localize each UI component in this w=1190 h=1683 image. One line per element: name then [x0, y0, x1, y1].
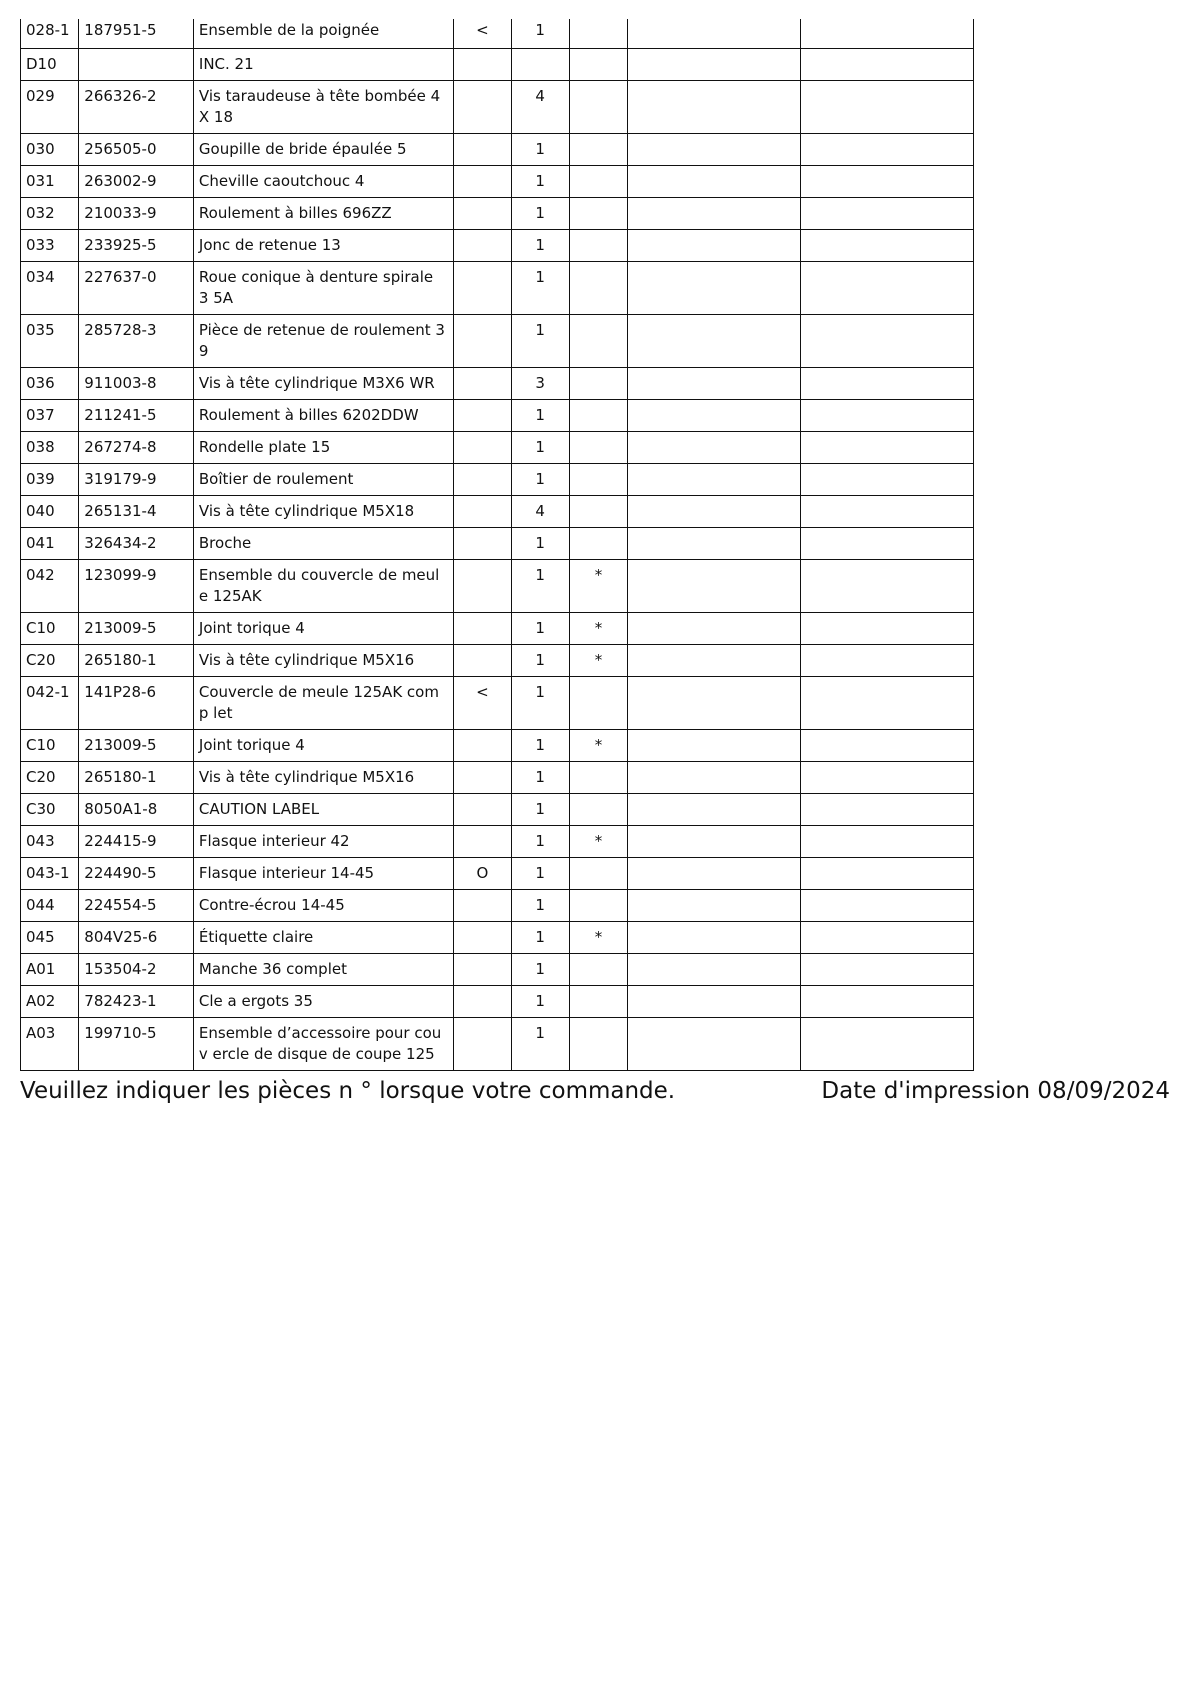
item-number: 040 [21, 496, 79, 528]
item-number: D10 [21, 49, 79, 81]
item-number: 033 [21, 230, 79, 262]
item-number: C10 [21, 613, 79, 645]
item-number: 030 [21, 134, 79, 166]
empty-cell [628, 645, 801, 677]
part-flag: * [569, 826, 627, 858]
empty-cell [628, 496, 801, 528]
empty-cell [628, 613, 801, 645]
item-number: 037 [21, 400, 79, 432]
part-mark [454, 198, 511, 230]
empty-cell [628, 400, 801, 432]
item-number: 031 [21, 166, 79, 198]
part-flag [569, 368, 627, 400]
part-description: Joint torique 4 [193, 613, 453, 645]
table-row [21, 762, 974, 794]
part-quantity: 3 [511, 368, 569, 400]
part-quantity: 1 [511, 677, 569, 730]
part-number: 8050A1-8 [79, 794, 194, 826]
part-number: 213009-5 [79, 613, 194, 645]
part-flag: * [569, 613, 627, 645]
part-flag [569, 794, 627, 826]
empty-cell [801, 315, 974, 368]
empty-cell [628, 794, 801, 826]
empty-cell [801, 890, 974, 922]
part-number: 187951-5 [79, 19, 194, 49]
part-quantity: 1 [511, 954, 569, 986]
part-number: 123099-9 [79, 560, 194, 613]
part-mark [454, 496, 511, 528]
table-row [21, 230, 974, 262]
part-quantity: 1 [511, 1018, 569, 1071]
item-number: 042 [21, 560, 79, 613]
empty-cell [801, 496, 974, 528]
part-description: Ensemble d’accessoire pour couv ercle de disque de coupe 125 [193, 1018, 453, 1071]
empty-cell [628, 677, 801, 730]
item-number: 044 [21, 890, 79, 922]
item-number: C20 [21, 645, 79, 677]
part-quantity: 1 [511, 826, 569, 858]
part-mark [454, 49, 511, 81]
table-row [21, 134, 974, 166]
part-mark [454, 730, 511, 762]
part-mark [454, 1018, 511, 1071]
empty-cell [628, 368, 801, 400]
part-quantity: 1 [511, 166, 569, 198]
part-flag [569, 762, 627, 794]
item-number: 039 [21, 464, 79, 496]
part-quantity: 1 [511, 464, 569, 496]
empty-cell [801, 528, 974, 560]
table-row [21, 528, 974, 560]
part-mark [454, 368, 511, 400]
part-description: Pièce de retenue de roulement 3 9 [193, 315, 453, 368]
empty-cell [628, 432, 801, 464]
item-number: A01 [21, 954, 79, 986]
part-quantity: 1 [511, 890, 569, 922]
table-row [21, 986, 974, 1018]
part-description: Boîtier de roulement [193, 464, 453, 496]
item-number: C30 [21, 794, 79, 826]
part-number: 804V25-6 [79, 922, 194, 954]
empty-cell [801, 730, 974, 762]
part-number: 141P28-6 [79, 677, 194, 730]
table-row [21, 315, 974, 368]
part-description: Broche [193, 528, 453, 560]
table-row [21, 890, 974, 922]
empty-cell [628, 560, 801, 613]
empty-cell [628, 890, 801, 922]
empty-cell [801, 560, 974, 613]
part-number: 265180-1 [79, 645, 194, 677]
part-number [79, 49, 194, 81]
part-description: Goupille de bride épaulée 5 [193, 134, 453, 166]
part-flag: * [569, 560, 627, 613]
part-description: Rondelle plate 15 [193, 432, 453, 464]
part-description: Vis à tête cylindrique M5X16 [193, 645, 453, 677]
part-flag [569, 1018, 627, 1071]
item-number: 029 [21, 81, 79, 134]
table-row [21, 19, 974, 49]
item-number: 035 [21, 315, 79, 368]
part-description: Manche 36 complet [193, 954, 453, 986]
part-description: Vis taraudeuse à tête bombée 4X 18 [193, 81, 453, 134]
part-flag [569, 400, 627, 432]
part-mark [454, 794, 511, 826]
empty-cell [801, 262, 974, 315]
part-description: INC. 21 [193, 49, 453, 81]
part-description: Cheville caoutchouc 4 [193, 166, 453, 198]
empty-cell [801, 400, 974, 432]
part-flag [569, 890, 627, 922]
part-number: 267274-8 [79, 432, 194, 464]
empty-cell [628, 134, 801, 166]
item-number: A02 [21, 986, 79, 1018]
part-quantity: 1 [511, 794, 569, 826]
part-description: Cle a ergots 35 [193, 986, 453, 1018]
part-flag [569, 134, 627, 166]
item-number: 032 [21, 198, 79, 230]
item-number: 038 [21, 432, 79, 464]
part-mark [454, 560, 511, 613]
part-number: 285728-3 [79, 315, 194, 368]
part-description: Vis à tête cylindrique M5X18 [193, 496, 453, 528]
part-mark [454, 986, 511, 1018]
part-quantity: 4 [511, 496, 569, 528]
part-number: 265180-1 [79, 762, 194, 794]
empty-cell [801, 986, 974, 1018]
part-quantity: 4 [511, 81, 569, 134]
empty-cell [628, 315, 801, 368]
part-mark [454, 528, 511, 560]
empty-cell [628, 166, 801, 198]
part-flag [569, 262, 627, 315]
part-mark [454, 166, 511, 198]
part-quantity: 1 [511, 922, 569, 954]
part-number: 263002-9 [79, 166, 194, 198]
item-number: C10 [21, 730, 79, 762]
part-description: Flasque interieur 42 [193, 826, 453, 858]
empty-cell [628, 230, 801, 262]
part-description: Flasque interieur 14-45 [193, 858, 453, 890]
part-mark [454, 134, 511, 166]
table-row [21, 262, 974, 315]
item-number: C20 [21, 762, 79, 794]
part-flag [569, 858, 627, 890]
empty-cell [628, 922, 801, 954]
empty-cell [628, 1018, 801, 1071]
item-number: A03 [21, 1018, 79, 1071]
part-description: Vis à tête cylindrique M5X16 [193, 762, 453, 794]
table-row [21, 922, 974, 954]
part-flag [569, 432, 627, 464]
table-row [21, 1018, 974, 1071]
part-number: 266326-2 [79, 81, 194, 134]
table-row [21, 677, 974, 730]
part-quantity: 1 [511, 858, 569, 890]
part-quantity: 1 [511, 986, 569, 1018]
table-row [21, 81, 974, 134]
part-quantity: 1 [511, 528, 569, 560]
part-number: 227637-0 [79, 262, 194, 315]
part-quantity: 1 [511, 262, 569, 315]
part-quantity: 1 [511, 400, 569, 432]
empty-cell [628, 19, 801, 49]
part-mark: < [454, 677, 511, 730]
part-mark [454, 890, 511, 922]
empty-cell [801, 762, 974, 794]
part-mark [454, 645, 511, 677]
part-description: Roue conique à denture spirale 3 5A [193, 262, 453, 315]
part-flag [569, 496, 627, 528]
empty-cell [628, 954, 801, 986]
empty-cell [801, 432, 974, 464]
item-number: 042-1 [21, 677, 79, 730]
part-number: 224490-5 [79, 858, 194, 890]
part-mark [454, 315, 511, 368]
part-number: 256505-0 [79, 134, 194, 166]
empty-cell [801, 166, 974, 198]
empty-cell [628, 198, 801, 230]
part-mark [454, 762, 511, 794]
part-flag [569, 166, 627, 198]
part-mark [454, 432, 511, 464]
table-row [21, 560, 974, 613]
part-number: 153504-2 [79, 954, 194, 986]
part-quantity: 1 [511, 762, 569, 794]
part-description: Jonc de retenue 13 [193, 230, 453, 262]
item-number: 043 [21, 826, 79, 858]
empty-cell [801, 613, 974, 645]
table-row [21, 49, 974, 81]
item-number: 034 [21, 262, 79, 315]
item-number: 028-1 [21, 19, 79, 49]
part-flag: * [569, 645, 627, 677]
part-number: 911003-8 [79, 368, 194, 400]
part-flag [569, 677, 627, 730]
part-mark [454, 400, 511, 432]
empty-cell [801, 1018, 974, 1071]
part-quantity: 1 [511, 613, 569, 645]
part-quantity: 1 [511, 230, 569, 262]
part-description: Ensemble de la poignée [193, 19, 453, 49]
part-flag [569, 19, 627, 49]
order-note: Veuillez indiquer les pièces n ° lorsque votre commande. [20, 1078, 676, 1104]
table-row [21, 858, 974, 890]
part-mark [454, 262, 511, 315]
part-quantity: 1 [511, 645, 569, 677]
part-number: 233925-5 [79, 230, 194, 262]
empty-cell [628, 81, 801, 134]
item-number: 041 [21, 528, 79, 560]
part-flag [569, 954, 627, 986]
empty-cell [801, 198, 974, 230]
empty-cell [628, 528, 801, 560]
part-quantity: 1 [511, 134, 569, 166]
part-mark [454, 81, 511, 134]
table-row [21, 464, 974, 496]
empty-cell [801, 134, 974, 166]
empty-cell [801, 794, 974, 826]
part-number: 265131-4 [79, 496, 194, 528]
table-row [21, 368, 974, 400]
table-row [21, 645, 974, 677]
part-mark [454, 230, 511, 262]
parts-table-body [21, 19, 974, 1071]
empty-cell [628, 826, 801, 858]
table-row [21, 166, 974, 198]
part-flag [569, 81, 627, 134]
part-quantity: 1 [511, 19, 569, 49]
part-mark [454, 464, 511, 496]
empty-cell [801, 49, 974, 81]
empty-cell [628, 464, 801, 496]
empty-cell [628, 986, 801, 1018]
empty-cell [801, 826, 974, 858]
part-description: Roulement à billes 6202DDW [193, 400, 453, 432]
part-description: Roulement à billes 696ZZ [193, 198, 453, 230]
item-number: 043-1 [21, 858, 79, 890]
part-description: CAUTION LABEL [193, 794, 453, 826]
part-mark [454, 613, 511, 645]
table-row [21, 954, 974, 986]
part-flag [569, 528, 627, 560]
empty-cell [628, 858, 801, 890]
part-number: 213009-5 [79, 730, 194, 762]
part-quantity: 1 [511, 432, 569, 464]
part-number: 224554-5 [79, 890, 194, 922]
empty-cell [801, 954, 974, 986]
part-mark: O [454, 858, 511, 890]
part-number: 319179-9 [79, 464, 194, 496]
part-flag [569, 198, 627, 230]
part-flag [569, 464, 627, 496]
empty-cell [801, 368, 974, 400]
part-mark [454, 826, 511, 858]
table-row [21, 794, 974, 826]
part-quantity: 1 [511, 560, 569, 613]
part-quantity: 1 [511, 198, 569, 230]
empty-cell [801, 677, 974, 730]
part-quantity: 1 [511, 730, 569, 762]
part-description: Couvercle de meule 125AK comp let [193, 677, 453, 730]
part-description: Étiquette claire [193, 922, 453, 954]
table-row [21, 496, 974, 528]
empty-cell [801, 230, 974, 262]
part-flag: * [569, 922, 627, 954]
part-mark [454, 922, 511, 954]
part-flag [569, 230, 627, 262]
print-date: Date d'impression 08/09/2024 [821, 1078, 1170, 1104]
part-flag [569, 49, 627, 81]
part-number: 782423-1 [79, 986, 194, 1018]
item-number: 036 [21, 368, 79, 400]
part-mark [454, 954, 511, 986]
part-number: 210033-9 [79, 198, 194, 230]
part-description: Joint torique 4 [193, 730, 453, 762]
empty-cell [628, 762, 801, 794]
empty-cell [628, 49, 801, 81]
empty-cell [801, 81, 974, 134]
table-row [21, 400, 974, 432]
table-row [21, 826, 974, 858]
part-flag [569, 315, 627, 368]
part-description: Contre-écrou 14-45 [193, 890, 453, 922]
part-flag [569, 986, 627, 1018]
part-quantity: 1 [511, 315, 569, 368]
part-number: 326434-2 [79, 528, 194, 560]
part-mark: < [454, 19, 511, 49]
part-description: Vis à tête cylindrique M3X6 WR [193, 368, 453, 400]
table-row [21, 613, 974, 645]
table-row [21, 198, 974, 230]
part-number: 224415-9 [79, 826, 194, 858]
part-number: 199710-5 [79, 1018, 194, 1071]
parts-table [20, 19, 974, 1071]
empty-cell [801, 645, 974, 677]
empty-cell [801, 464, 974, 496]
empty-cell [801, 922, 974, 954]
empty-cell [801, 19, 974, 49]
table-row [21, 432, 974, 464]
item-number: 045 [21, 922, 79, 954]
part-number: 211241-5 [79, 400, 194, 432]
part-quantity [511, 49, 569, 81]
part-flag: * [569, 730, 627, 762]
empty-cell [628, 730, 801, 762]
empty-cell [801, 858, 974, 890]
table-row [21, 730, 974, 762]
part-description: Ensemble du couvercle de meule 125AK [193, 560, 453, 613]
empty-cell [628, 262, 801, 315]
